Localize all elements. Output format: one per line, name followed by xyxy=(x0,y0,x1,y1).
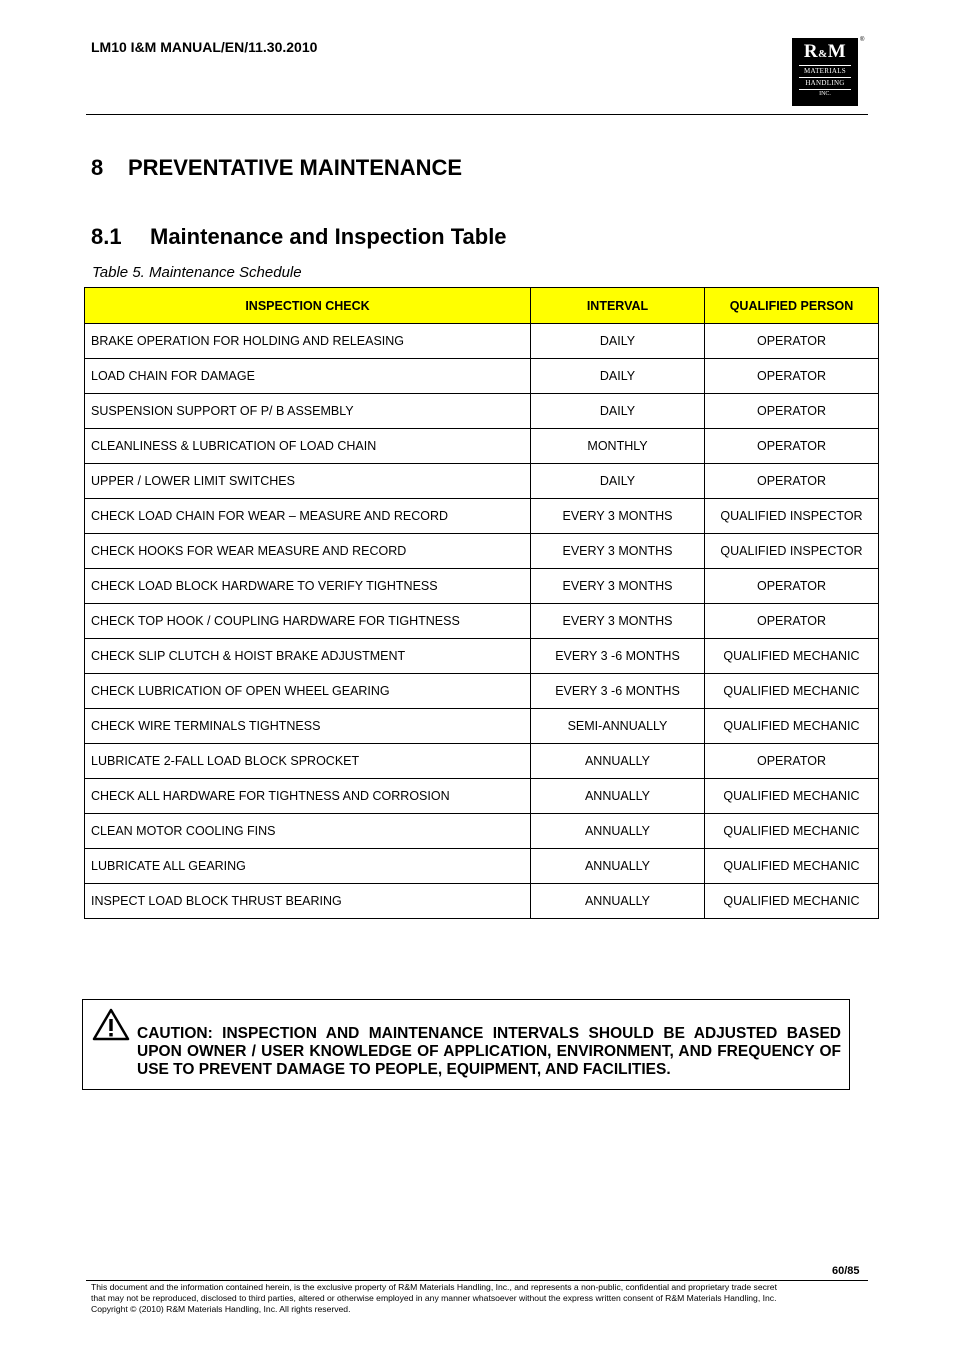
cell-interval: EVERY 3 MONTHS xyxy=(531,604,705,639)
logo-line-handling: HANDLING xyxy=(805,79,845,87)
section-heading xyxy=(91,155,462,181)
cell-inspection-check: LUBRICATE ALL GEARING xyxy=(85,849,531,884)
section-title: PREVENTATIVE MAINTENANCE xyxy=(128,155,463,180)
caution-text: CAUTION: INSPECTION AND MAINTENANCE INTERVALS SHOULD BE ADJUSTED BASED UPON OWNER / USER KNOWLEDGE OF APPLICATION, ENVIRONMENT, AND FREQUENCY OF USE TO PREVENT DAMAGE TO PEOPLE, EQUIPMENT, AND FACILITIES. xyxy=(137,1025,841,1078)
cell-qualified-person: QUALIFIED MECHANIC xyxy=(705,779,879,814)
table-row xyxy=(85,814,879,849)
table-row xyxy=(85,884,879,919)
cell-inspection-check: CHECK ALL HARDWARE FOR TIGHTNESS AND CORROSION xyxy=(85,779,531,814)
cell-interval: EVERY 3 MONTHS xyxy=(531,499,705,534)
document-id: LM10 I&M MANUAL/EN/11.30.2010 xyxy=(91,39,318,55)
table-row xyxy=(85,499,879,534)
table-row xyxy=(85,324,879,359)
cell-qualified-person: OPERATOR xyxy=(705,359,879,394)
logo-letter-m: M xyxy=(827,41,847,62)
maintenance-schedule-table xyxy=(84,287,879,919)
cell-qualified-person: OPERATOR xyxy=(705,429,879,464)
table-row xyxy=(85,534,879,569)
table-row xyxy=(85,464,879,499)
page-number: 60/85 xyxy=(832,1265,860,1277)
subsection-title: Maintenance and Inspection Table xyxy=(150,224,507,249)
cell-interval: ANNUALLY xyxy=(531,744,705,779)
cell-qualified-person: QUALIFIED MECHANIC xyxy=(705,674,879,709)
table-row xyxy=(85,639,879,674)
cell-qualified-person: QUALIFIED MECHANIC xyxy=(705,639,879,674)
cell-inspection-check: CHECK WIRE TERMINALS TIGHTNESS xyxy=(85,709,531,744)
cell-qualified-person: OPERATOR xyxy=(705,464,879,499)
footer-line-2: that may not be reproduced, disclosed to third parties, altered or otherwise employed in any manner whatsoever without the express written consent of R&M Materials Handling, Inc. xyxy=(91,1293,777,1303)
cell-inspection-check: CHECK HOOKS FOR WEAR MEASURE AND RECORD xyxy=(85,534,531,569)
cell-interval: DAILY xyxy=(531,359,705,394)
table-caption: Table 5. Maintenance Schedule xyxy=(92,264,302,281)
table-row xyxy=(85,744,879,779)
registered-mark: ® xyxy=(860,37,865,43)
cell-inspection-check: UPPER / LOWER LIMIT SWITCHES xyxy=(85,464,531,499)
footer-line-3: Copyright © (2010) R&M Materials Handling, Inc. All rights reserved. xyxy=(91,1304,351,1314)
cell-interval: EVERY 3 -6 MONTHS xyxy=(531,639,705,674)
table-row xyxy=(85,709,879,744)
subsection-heading xyxy=(91,224,507,250)
cell-interval: ANNUALLY xyxy=(531,884,705,919)
cell-interval: EVERY 3 MONTHS xyxy=(531,534,705,569)
cell-qualified-person: OPERATOR xyxy=(705,324,879,359)
cell-interval: EVERY 3 -6 MONTHS xyxy=(531,674,705,709)
logo-line-materials: MATERIALS xyxy=(804,67,846,75)
cell-qualified-person: QUALIFIED INSPECTOR xyxy=(705,534,879,569)
footer-line-1: This document and the information contained herein, is the exclusive property of R&M Materials Handling, Inc., and represents a non-public, confidential and proprietary trade secret xyxy=(91,1282,777,1292)
table-row xyxy=(85,779,879,814)
cell-interval: DAILY xyxy=(531,464,705,499)
cell-qualified-person: QUALIFIED MECHANIC xyxy=(705,814,879,849)
header-interval: INTERVAL xyxy=(531,288,705,324)
table-row xyxy=(85,429,879,464)
table-row xyxy=(85,394,879,429)
company-logo xyxy=(792,38,858,106)
logo-ampersand: & xyxy=(818,48,828,60)
caution-box xyxy=(82,999,850,1090)
footer-divider xyxy=(86,1280,868,1281)
logo-letter-r: R xyxy=(803,41,819,62)
table-header-row xyxy=(85,288,879,324)
cell-interval: ANNUALLY xyxy=(531,849,705,884)
header-inspection-check: INSPECTION CHECK xyxy=(85,288,531,324)
table-row xyxy=(85,359,879,394)
cell-inspection-check: CHECK LUBRICATION OF OPEN WHEEL GEARING xyxy=(85,674,531,709)
cell-inspection-check: CLEANLINESS & LUBRICATION OF LOAD CHAIN xyxy=(85,429,531,464)
section-number: 8 xyxy=(91,155,104,180)
header-qualified-person: QUALIFIED PERSON xyxy=(705,288,879,324)
cell-qualified-person: QUALIFIED MECHANIC xyxy=(705,709,879,744)
header-divider xyxy=(86,114,868,115)
cell-inspection-check: CHECK LOAD BLOCK HARDWARE TO VERIFY TIGHTNESS xyxy=(85,569,531,604)
cell-interval: DAILY xyxy=(531,324,705,359)
cell-interval: ANNUALLY xyxy=(531,779,705,814)
table-row xyxy=(85,604,879,639)
cell-qualified-person: QUALIFIED INSPECTOR xyxy=(705,499,879,534)
cell-interval: EVERY 3 MONTHS xyxy=(531,569,705,604)
cell-inspection-check: SUSPENSION SUPPORT OF P/ B ASSEMBLY xyxy=(85,394,531,429)
cell-interval: ANNUALLY xyxy=(531,814,705,849)
cell-qualified-person: OPERATOR xyxy=(705,744,879,779)
table-row xyxy=(85,569,879,604)
table-row xyxy=(85,849,879,884)
cell-inspection-check: CLEAN MOTOR COOLING FINS xyxy=(85,814,531,849)
warning-triangle-icon xyxy=(92,1008,130,1042)
cell-qualified-person: QUALIFIED MECHANIC xyxy=(705,849,879,884)
cell-inspection-check: CHECK LOAD CHAIN FOR WEAR – MEASURE AND RECORD xyxy=(85,499,531,534)
logo-line-inc: INC. xyxy=(819,91,831,97)
cell-inspection-check: LOAD CHAIN FOR DAMAGE xyxy=(85,359,531,394)
cell-inspection-check: BRAKE OPERATION FOR HOLDING AND RELEASING xyxy=(85,324,531,359)
cell-interval: DAILY xyxy=(531,394,705,429)
cell-interval: SEMI-ANNUALLY xyxy=(531,709,705,744)
cell-inspection-check: CHECK TOP HOOK / COUPLING HARDWARE FOR TIGHTNESS xyxy=(85,604,531,639)
cell-inspection-check: LUBRICATE 2-FALL LOAD BLOCK SPROCKET xyxy=(85,744,531,779)
table-row xyxy=(85,674,879,709)
cell-qualified-person: OPERATOR xyxy=(705,604,879,639)
cell-inspection-check: CHECK SLIP CLUTCH & HOIST BRAKE ADJUSTMENT xyxy=(85,639,531,674)
cell-qualified-person: OPERATOR xyxy=(705,394,879,429)
cell-inspection-check: INSPECT LOAD BLOCK THRUST BEARING xyxy=(85,884,531,919)
subsection-number: 8.1 xyxy=(91,224,122,249)
cell-interval: MONTHLY xyxy=(531,429,705,464)
footer-legal xyxy=(91,1282,871,1315)
cell-qualified-person: OPERATOR xyxy=(705,569,879,604)
cell-qualified-person: QUALIFIED MECHANIC xyxy=(705,884,879,919)
